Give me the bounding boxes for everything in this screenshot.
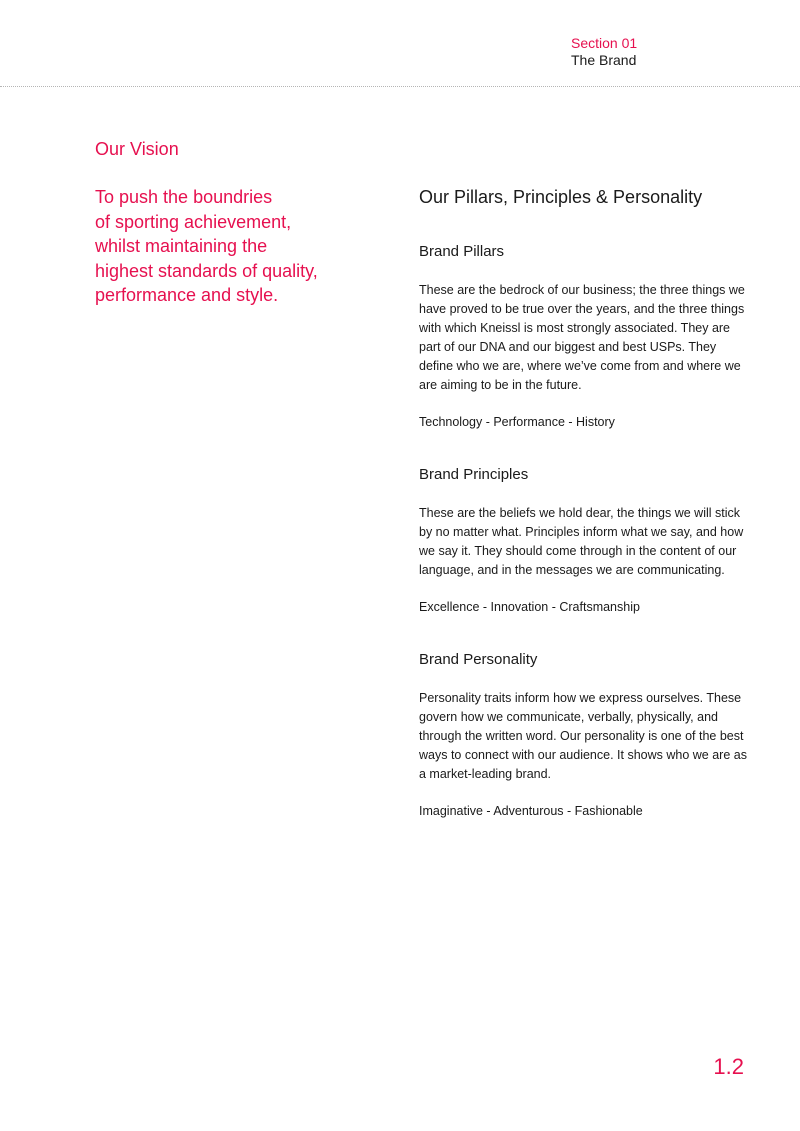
section-header (571, 35, 637, 69)
section-number: Section 01 (571, 35, 638, 51)
brand-personality-body: Personality traits inform how we express ourselves. These govern how we communicate, verbally, physically, and through the written word. Our personality is one of the best ways to connect with our audience. It shows who we are as a market-leading brand. (419, 691, 747, 781)
brand-principles-body: These are the beliefs we hold dear, the things we will stick by no matter what. Principles inform what we say, and how we say it. They should come through in the content of our language, and in the messages we are communicating. (419, 506, 744, 577)
brand-personality-heading: Brand Personality (419, 651, 538, 668)
vision-statement-line: performance and style. (95, 285, 279, 305)
vision-statement (95, 185, 355, 308)
brand-pillars-body: These are the bedrock of our business; the three things we have proved to be true over the years, and the three things with which Kneissl is most strongly associated. They are part of our DNA and our biggest and best USPs. They define who we are, where we’ve come from and where we are aiming to be in the future. (419, 283, 745, 392)
vision-statement-line: whilst maintaining the (95, 236, 268, 256)
vision-label: Our Vision (95, 139, 179, 159)
brand-pillars-heading: Brand Pillars (419, 243, 505, 260)
brand-principles-tagline: Excellence - Innovation - Craftsmanship (419, 600, 640, 614)
header-divider (0, 86, 800, 87)
vision-statement-line: of sporting achievement, (95, 211, 292, 232)
brand-pillars-tagline: Technology - Performance - History (419, 415, 615, 429)
content-column (419, 185, 749, 821)
content-title: Our Pillars, Principles & Personality (419, 187, 703, 207)
vision-statement-line: To push the boundries (95, 187, 273, 207)
brand-principles-heading: Brand Principles (419, 466, 529, 483)
page-number: 1.2 (713, 1054, 744, 1079)
vision-statement-line: highest standards of quality, (95, 260, 318, 281)
section-title: The Brand (571, 52, 637, 68)
brand-personality-tagline: Imaginative - Adventurous - Fashionable (419, 804, 643, 818)
